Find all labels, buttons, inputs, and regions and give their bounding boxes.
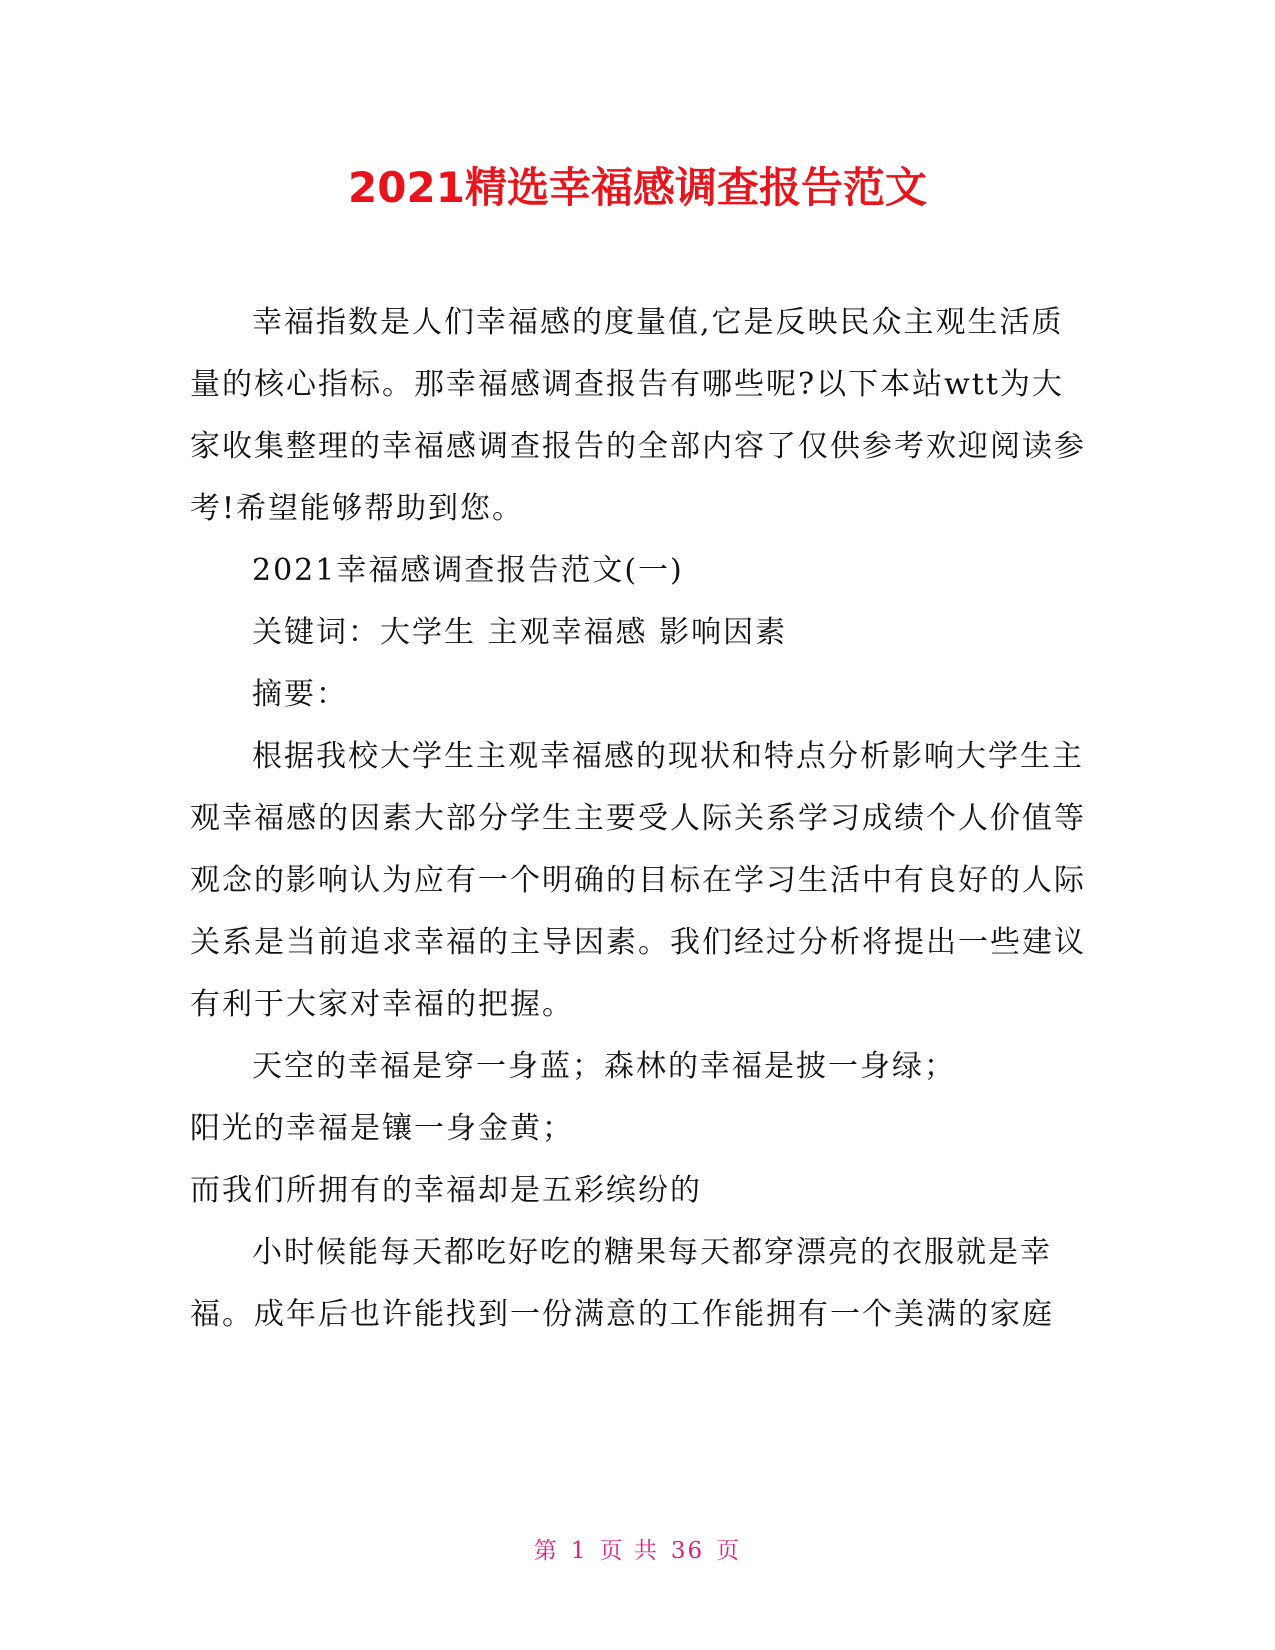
document-body xyxy=(190,292,1088,1346)
poem-line-2: 阳光的幸福是镶一身金黄； xyxy=(190,1111,574,1146)
footer-current-page: 1 xyxy=(570,1538,588,1564)
section-heading: 2021幸福感调查报告范文(一) xyxy=(252,553,684,588)
footer-total-pages: 36 xyxy=(670,1538,705,1564)
document-title: 2021精选幸福感调查报告范文 xyxy=(348,163,927,212)
abstract-paragraph: 根据我校大学生主观幸福感的现状和特点分析影响大学生主观幸福感的因素大部分学生主要受人际关系学习成绩个人价值等观念的影响认为应有一个明确的目标在学习生活中有良好的人际关系是当前追求幸福的主导因素。我们经过分析将提出一些建议有利于大家对幸福的把握。 xyxy=(190,739,1086,1022)
footer-middle: 页 共 xyxy=(599,1538,659,1564)
poem-line-3: 而我们所拥有的幸福却是五彩缤纷的 xyxy=(190,1173,702,1208)
intro-paragraph: 幸福指数是人们幸福感的度量值,它是反映民众主观生活质量的核心指标。那幸福感调查报告有哪些呢?以下本站wtt为大家收集整理的幸福感调查报告的全部内容了仅供参考欢迎阅读参考!希望能够帮助到您。 xyxy=(190,305,1086,526)
footer-prefix: 第 xyxy=(533,1538,559,1564)
page-number-footer xyxy=(0,1532,1275,1565)
poem-line-1: 天空的幸福是穿一身蓝；森林的幸福是披一身绿； xyxy=(252,1049,956,1084)
keywords-line: 关键词：大学生 主观幸福感 影响因素 xyxy=(252,615,788,650)
childhood-paragraph: 小时候能每天都吃好吃的糖果每天都穿漂亮的衣服就是幸福。成年后也许能找到一份满意的工作能拥有一个美满的家庭 xyxy=(190,1235,1054,1332)
abstract-label: 摘要： xyxy=(252,677,348,712)
footer-suffix: 页 xyxy=(716,1538,742,1564)
